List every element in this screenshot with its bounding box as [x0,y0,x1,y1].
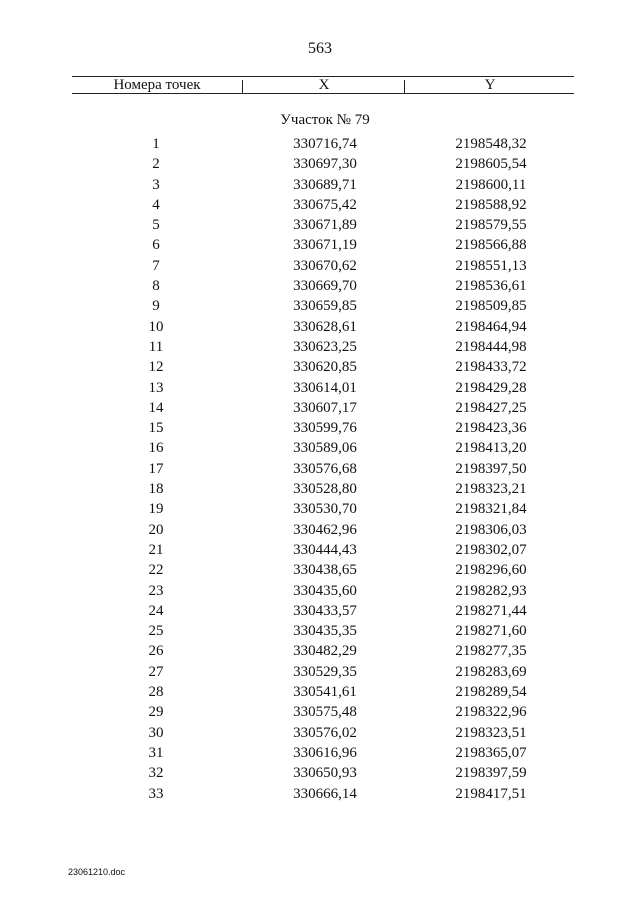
x-coordinate-cell: 330529,35 [293,663,357,680]
y-coordinate-cell: 2198271,44 [455,602,527,619]
y-coordinate-cell: 2198509,85 [455,298,527,315]
x-coordinate-cell: 330435,35 [293,623,357,640]
point-number-cell: 31 [148,744,164,761]
point-number-cell: 21 [148,541,164,558]
point-number-cell: 20 [148,521,164,538]
y-coordinate-cell: 2198277,35 [455,643,527,660]
x-coordinate-cell: 330675,42 [293,196,357,213]
header-divider [404,80,405,94]
x-coordinate-cell: 330623,25 [293,338,357,355]
table-row [0,235,640,255]
y-coordinate-cell: 2198427,25 [455,399,527,416]
table-row [0,276,640,296]
table-row [0,256,640,276]
point-number-cell: 18 [148,481,164,498]
x-coordinate-cell: 330607,17 [293,399,357,416]
table-row [0,398,640,418]
y-coordinate-cell: 2198289,54 [455,684,527,701]
x-coordinate-cell: 330628,61 [293,318,357,335]
x-coordinate-cell: 330670,62 [293,257,357,274]
y-coordinate-cell: 2198306,03 [455,521,527,538]
header-point-number: Номера точек [113,77,201,93]
table-row [0,621,640,641]
y-coordinate-cell: 2198271,60 [455,623,527,640]
table-row [0,378,640,398]
x-coordinate-cell: 330599,76 [293,420,357,437]
point-number-cell: 22 [148,562,164,579]
point-number-cell: 9 [152,298,160,315]
table-row [0,195,640,215]
x-coordinate-cell: 330482,29 [293,643,357,660]
section-title: Участок № 79 [280,112,370,128]
table-row [0,459,640,479]
y-coordinate-cell: 2198321,84 [455,501,527,518]
x-coordinate-cell: 330659,85 [293,298,357,315]
x-coordinate-cell: 330576,68 [293,460,357,477]
table-row [0,601,640,621]
table-row [0,337,640,357]
point-number-cell: 24 [148,602,164,619]
x-coordinate-cell: 330697,30 [293,156,357,173]
x-coordinate-cell: 330666,14 [293,785,357,802]
page-number: 563 [308,40,332,57]
point-number-cell: 30 [148,724,164,741]
table-row [0,438,640,458]
point-number-cell: 33 [148,785,164,802]
y-coordinate-cell: 2198433,72 [455,359,527,376]
y-coordinate-cell: 2198322,96 [455,704,527,721]
point-number-cell: 1 [152,136,160,152]
table-row [0,540,640,560]
y-coordinate-cell: 2198365,07 [455,744,527,761]
x-coordinate-cell: 330576,02 [293,724,357,741]
point-number-cell: 25 [148,623,164,640]
y-coordinate-cell: 2198588,92 [455,196,527,213]
y-coordinate-cell: 2198566,88 [455,237,527,254]
y-coordinate-cell: 2198302,07 [455,541,527,558]
point-number-cell: 27 [148,663,164,680]
table-body [0,134,640,804]
x-coordinate-cell: 330671,89 [293,217,357,234]
y-coordinate-cell: 2198551,13 [455,257,527,274]
y-coordinate-cell: 2198579,55 [455,217,527,234]
table-row [0,560,640,580]
y-coordinate-cell: 2198605,54 [455,156,527,173]
point-number-cell: 19 [148,501,164,518]
table-row [0,154,640,174]
table-header-rule [72,93,574,94]
y-coordinate-cell: 2198296,60 [455,562,527,579]
table-row [0,175,640,195]
point-number-cell: 26 [148,643,164,660]
table-header [72,77,574,93]
table-row [0,641,640,661]
y-coordinate-cell: 2198444,98 [455,338,527,355]
table-row [0,357,640,377]
y-coordinate-cell: 2198323,51 [455,724,527,741]
y-coordinate-cell: 2198429,28 [455,379,527,396]
table-row [0,723,640,743]
point-number-cell: 17 [148,460,164,477]
x-coordinate-cell: 330614,01 [293,379,357,396]
point-number-cell: 11 [148,338,164,355]
table-row [0,662,640,682]
y-coordinate-cell: 2198417,51 [455,785,527,802]
point-number-cell: 15 [148,420,164,437]
table-row [0,296,640,316]
point-number-cell: 13 [148,379,164,396]
header-divider [242,80,243,94]
point-number-cell: 4 [152,196,160,213]
point-number-cell: 7 [152,257,160,274]
x-coordinate-cell: 330620,85 [293,359,357,376]
table-row [0,479,640,499]
point-number-cell: 12 [148,359,164,376]
y-coordinate-cell: 2198464,94 [455,318,527,335]
table-row [0,418,640,438]
table-row [0,743,640,763]
y-coordinate-cell: 2198548,32 [455,136,527,152]
table-row [0,134,640,154]
point-number-cell: 8 [152,278,160,295]
y-coordinate-cell: 2198423,36 [455,420,527,437]
y-coordinate-cell: 2198413,20 [455,440,527,457]
y-coordinate-cell: 2198282,93 [455,582,527,599]
point-number-cell: 10 [148,318,164,335]
x-coordinate-cell: 330671,19 [293,237,357,254]
y-coordinate-cell: 2198600,11 [455,176,527,193]
x-coordinate-cell: 330435,60 [293,582,357,599]
x-coordinate-cell: 330669,70 [293,278,357,295]
x-coordinate-cell: 330575,48 [293,704,357,721]
point-number-cell: 16 [148,440,164,457]
table-row [0,682,640,702]
table-row [0,702,640,722]
x-coordinate-cell: 330541,61 [293,684,357,701]
table-row [0,317,640,337]
y-coordinate-cell: 2198397,59 [455,765,527,782]
point-number-cell: 5 [152,217,160,234]
y-coordinate-cell: 2198397,50 [455,460,527,477]
x-coordinate-cell: 330616,96 [293,744,357,761]
x-coordinate-cell: 330438,65 [293,562,357,579]
y-coordinate-cell: 2198323,21 [455,481,527,498]
table-row [0,215,640,235]
x-coordinate-cell: 330462,96 [293,521,357,538]
point-number-cell: 3 [152,176,160,193]
header-x: X [318,77,330,93]
table-row [0,784,640,804]
table-row [0,763,640,783]
table-row [0,520,640,540]
x-coordinate-cell: 330433,57 [293,602,357,619]
x-coordinate-cell: 330589,06 [293,440,357,457]
x-coordinate-cell: 330650,93 [293,765,357,782]
y-coordinate-cell: 2198536,61 [455,278,527,295]
table-row [0,499,640,519]
point-number-cell: 29 [148,704,164,721]
document-code: 23061210.doc [68,867,126,877]
x-coordinate-cell: 330528,80 [293,481,357,498]
x-coordinate-cell: 330444,43 [293,541,357,558]
point-number-cell: 23 [148,582,164,599]
x-coordinate-cell: 330716,74 [293,136,357,152]
point-number-cell: 28 [148,684,164,701]
table-row [0,581,640,601]
x-coordinate-cell: 330689,71 [293,176,357,193]
point-number-cell: 14 [148,399,164,416]
header-y: Y [484,77,496,93]
point-number-cell: 6 [152,237,160,254]
point-number-cell: 32 [148,765,164,782]
x-coordinate-cell: 330530,70 [293,501,357,518]
point-number-cell: 2 [152,156,160,173]
y-coordinate-cell: 2198283,69 [455,663,527,680]
